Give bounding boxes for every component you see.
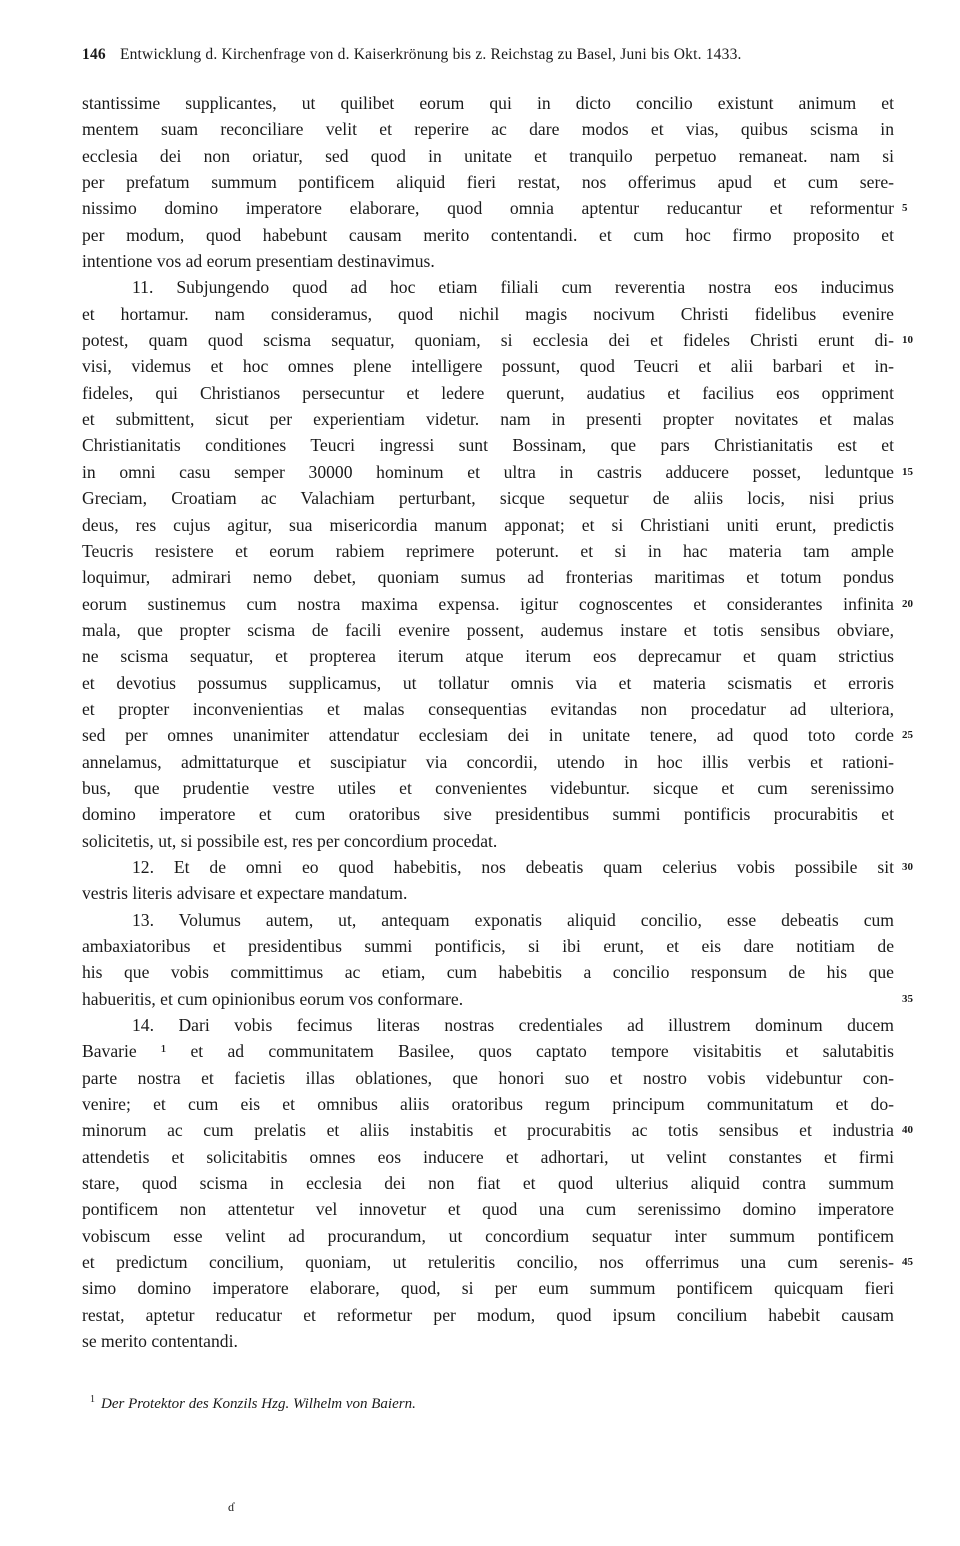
text-line	[82, 538, 894, 564]
line-text: restat, aptetur reducatur et reformetur per modum, quod ipsum concilium habebit causam	[82, 1304, 894, 1325]
running-header	[82, 46, 902, 64]
text-line	[82, 1170, 894, 1196]
text-line	[82, 459, 913, 485]
line-number: 20	[902, 597, 913, 610]
text-line	[82, 143, 894, 169]
line-number: 40	[902, 1124, 913, 1137]
text-line	[82, 169, 894, 195]
text-line	[82, 986, 913, 1012]
text-line	[82, 722, 913, 748]
text-line	[82, 670, 894, 696]
line-text: et devotius possumus supplicamus, ut tollatur omnis via et materia scismatis et erroris	[82, 672, 894, 693]
text-line	[82, 432, 894, 458]
text-line	[82, 248, 894, 274]
line-text: 14. Dari vobis fecimus literas nostras credentiales ad illustrem dominum ducem	[132, 1015, 894, 1036]
line-text: potest, quam quod scisma sequatur, quoniam, si ecclesia dei et fideles Christi erunt di-	[82, 330, 894, 351]
text-line	[82, 749, 894, 775]
text-line	[82, 801, 894, 827]
line-text: ne scisma sequatur, et propterea iterum atque iterum eos deprecamur et quam strictius	[82, 646, 894, 667]
line-text: loquimur, admirari nemo debet, quoniam sumus ad fronterias maritimas et totum pondus	[82, 567, 894, 588]
footnote-marker: 1	[90, 1394, 95, 1405]
line-text: Greciam, Croatiam ac Valachiam perturbant, sicque sequetur de aliis locis, nisi prius	[82, 488, 894, 509]
text-line	[82, 775, 894, 801]
line-number: 5	[902, 202, 908, 215]
text-line	[82, 591, 913, 617]
line-text: deus, res cujus agitur, sua misericordia manum apponat; et si Christiani uniti erunt, predictis	[82, 514, 894, 535]
line-text: et predictum concilium, quoniam, ut retuleritis concilio, nos offerrimus una cum serenis-	[82, 1252, 894, 1273]
line-text: mala, que propter scisma de facili evenire possent, audemus instare et totis sensibus obviare,	[82, 619, 894, 640]
line-text: 13. Volumus autem, ut, antequam exponatis aliquid concilio, esse debeatis cum	[132, 909, 894, 930]
running-title: Entwicklung d. Kirchenfrage von d. Kaiserkrönung bis z. Reichstag zu Basel, Juni bis Okt. 1433.	[119, 46, 742, 63]
line-text: annelamus, admittaturque et suscipiatur via concordii, utendo in hoc illis verbis et rationi-	[82, 751, 894, 772]
text-line	[82, 1117, 913, 1143]
line-text: attendetis et solicitabitis omnes eos inducere et adhortari, ut velint constantes et firmi	[82, 1146, 894, 1167]
text-line	[82, 564, 894, 590]
page-number: 146	[82, 46, 106, 63]
text-line	[82, 1144, 894, 1170]
text-line	[82, 1328, 894, 1354]
line-text: in omni casu semper 30000 hominum et ultra in castris adducere posset, leduntque	[82, 461, 894, 482]
line-text: Christianitatis conditiones Teucri ingressi sunt Bossinam, que pars Christianitatis est et	[82, 435, 894, 456]
line-text: Teucris resistere et eorum rabiem reprimere poterunt. et si in hac materia tam ample	[82, 540, 894, 561]
text-line	[82, 90, 894, 116]
footnote-text: Der Protektor des Konzils Hzg. Wilhelm von Baiern.	[101, 1396, 416, 1412]
line-text: se merito contentandi.	[82, 1331, 238, 1352]
text-line	[82, 1196, 894, 1222]
line-text: stare, quod scisma in ecclesia dei non fiat et quod ulterius aliquid contra summum	[82, 1173, 894, 1194]
line-number: 25	[902, 729, 913, 742]
line-text: visi, videmus et hoc omnes plene intelligere possunt, quod Teucri et alii barbari et in-	[82, 356, 894, 377]
line-number: 15	[902, 465, 913, 478]
line-text: et hortamur. nam consideramus, quod nichil magis nocivum Christi fidelibus evenire	[82, 303, 894, 324]
line-text: bus, que prudentie vestre utiles et convenientes videbuntur. sicque et cum serenissimo	[82, 777, 894, 798]
text-line	[82, 1091, 894, 1117]
text-line	[82, 485, 894, 511]
text-line	[82, 1065, 894, 1091]
line-text: ecclesia dei non oriatur, sed quod in unitate et tranquilo perpetuo remaneat. nam si	[82, 145, 894, 166]
text-line	[82, 353, 894, 379]
text-line	[82, 274, 894, 300]
line-text: intentione vos ad eorum presentiam destinavimus.	[82, 251, 435, 272]
line-text: solicitetis, ut, si possibile est, res per concordium procedat.	[82, 830, 498, 851]
line-text: his que vobis committimus ac etiam, cum habebitis a concilio responsum de his que	[82, 962, 894, 983]
line-text: 11. Subjungendo quod ad hoc etiam filiali cum reverentia nostra eos inducimus	[132, 277, 894, 298]
text-line	[82, 406, 894, 432]
text-line	[82, 1249, 913, 1275]
line-number: 30	[902, 860, 913, 873]
main-text	[82, 90, 913, 1355]
text-line	[82, 1223, 894, 1249]
line-text: vobiscum esse velint ad procurandum, ut concordium sequatur inter summum pontificem	[82, 1225, 894, 1246]
line-text: Bavarie ¹ et ad communitatem Basilee, quos captato tempore visitabitis et salutabitis	[82, 1041, 894, 1062]
text-line	[82, 617, 894, 643]
line-text: parte nostra et facietis illas oblationes, que honori suo et nostro vobis videbuntur con-	[82, 1067, 894, 1088]
line-text: mentem suam reconciliare velit et reperire ac dare modos et vias, quibus scisma in	[82, 119, 894, 140]
text-line	[82, 1038, 894, 1064]
line-text: habueritis, et cum opinionibus eorum vos conformare.	[82, 988, 464, 1009]
line-text: venire; et cum eis et omnibus aliis oratoribus regum principum communitatum et do-	[82, 1094, 894, 1115]
line-text: pontificem non attentetur vel innovetur et quod una cum serenissimo domino imperatore	[82, 1199, 894, 1220]
stray-mark: ɗ	[228, 1500, 234, 1514]
line-number: 45	[902, 1256, 913, 1269]
line-text: et submittent, sicut per experientiam videtur. nam in presenti propter novitates et malas	[82, 409, 894, 430]
text-line	[82, 854, 913, 880]
line-number: 10	[902, 334, 913, 347]
line-text: ambaxiatoribus et presidentibus summi pontificis, si ibi erunt, et eis dare notitiam de	[82, 936, 894, 956]
line-text: minorum ac cum prelatis et aliis instabitis et procurabitis ac totis sensibus et industria	[82, 1120, 894, 1141]
line-text: vestris literis advisare et expectare mandatum.	[82, 883, 408, 904]
line-text: stantissime supplicantes, ut quilibet eorum qui in dicto concilio existunt animum et	[82, 93, 894, 113]
text-line	[82, 1302, 894, 1328]
text-line	[82, 222, 894, 248]
text-line	[82, 380, 894, 406]
line-text: per modum, quod habebunt causam merito contentandi. et cum hoc firmo proposito et	[82, 224, 894, 245]
line-text: simo domino imperatore elaborare, quod, si per eum summum pontificem quicquam fieri	[82, 1278, 894, 1299]
footnote	[90, 1394, 416, 1413]
text-line	[82, 512, 894, 538]
text-line	[82, 696, 894, 722]
line-text: eorum sustinemus cum nostra maxima expensa. igitur cognoscentes et considerantes infinita	[82, 593, 894, 614]
text-line	[82, 301, 894, 327]
text-line	[82, 195, 908, 221]
text-line	[82, 116, 894, 142]
text-line	[82, 959, 894, 985]
line-text: domino imperatore et cum oratoribus sive presidentibus summi pontificis procurabitis et	[82, 804, 894, 825]
text-line	[82, 1275, 894, 1301]
text-line	[82, 828, 894, 854]
text-line	[82, 880, 894, 906]
text-line	[82, 933, 894, 959]
text-line	[82, 327, 913, 353]
line-text: 12. Et de omni eo quod habebitis, nos debeatis quam celerius vobis possibile sit	[132, 856, 894, 877]
text-line	[82, 1012, 894, 1038]
text-line	[82, 907, 894, 933]
line-number: 35	[902, 992, 913, 1005]
line-text: sed per omnes unanimiter attendatur ecclesiam dei in unitate tenere, ad quod toto corde	[82, 725, 894, 746]
line-text: fideles, qui Christianos persecuntur et ledere querunt, audatius et facilius eos oppriment	[82, 382, 894, 403]
line-text: et propter inconvenientias et malas consequentias evitandas non procedatur ad ulteriora,	[82, 698, 894, 719]
line-text: nissimo domino imperatore elaborare, quod omnia aptentur reducantur et reformentur	[82, 198, 894, 219]
line-text: per prefatum summum pontificem aliquid fieri restat, nos offerimus apud et cum sere-	[82, 172, 894, 193]
text-line	[82, 643, 894, 669]
